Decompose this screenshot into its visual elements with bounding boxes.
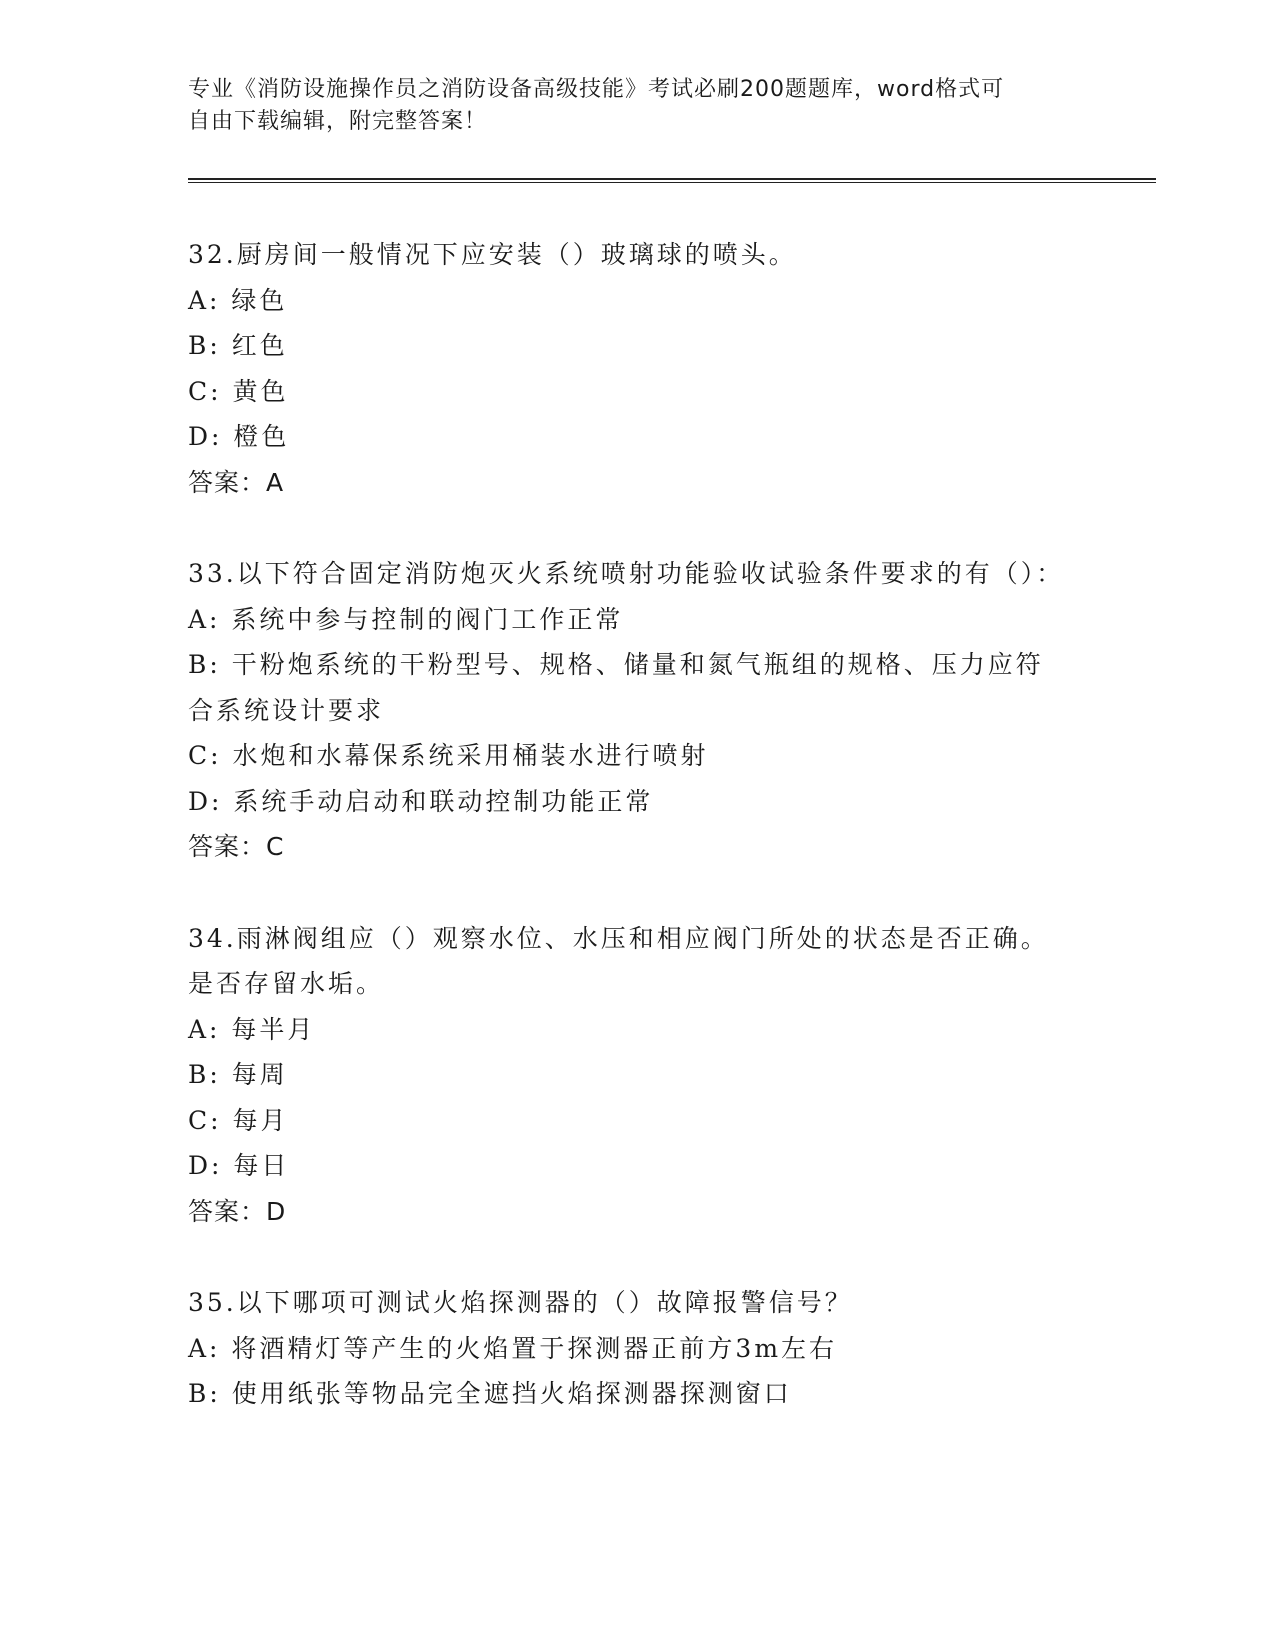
option-c: C: 每月 (188, 1105, 289, 1135)
option-a: A: 系统中参与控制的阀门工作正常 (188, 604, 624, 634)
answer-line: 答案：A (188, 467, 285, 497)
question-stem: 35.以下哪项可测试火焰探测器的（）故障报警信号？ (188, 1288, 853, 1317)
document-header (188, 74, 1068, 138)
header-divider (188, 178, 1156, 183)
header-line-1: 专业《消防设施操作员之消防设备高级技能》考试必刷200题题库，word格式可 (188, 77, 1005, 102)
question-34 (188, 916, 1068, 1235)
question-list (188, 232, 1068, 1463)
question-32 (188, 232, 1068, 505)
option-b: B: 红色 (188, 331, 288, 360)
option-c: C: 水炮和水幕保系统采用桶装水进行喷射 (188, 741, 709, 770)
option-b: B: 干粉炮系统的干粉型号、规格、储量和氮气瓶组的规格、压力应符合系统设计要求 (188, 650, 1044, 725)
option-a: A: 将酒精灯等产生的火焰置于探测器正前方3m左右 (188, 1333, 838, 1363)
answer-line: 答案：C (188, 832, 285, 861)
question-stem: 34.雨淋阀组应（）观察水位、水压和相应阀门所处的状态是否正确。是否存留水垢。 (188, 923, 1049, 998)
question-35 (188, 1280, 1068, 1417)
option-a: A: 每半月 (188, 1014, 316, 1044)
option-a: A: 绿色 (188, 285, 288, 315)
header-line-2: 自由下载编辑，附完整答案！ (188, 109, 488, 134)
answer-line: 答案：D (188, 1196, 287, 1226)
question-33 (188, 551, 1068, 870)
option-d: D: 橙色 (188, 422, 290, 451)
option-d: D: 每日 (188, 1151, 290, 1180)
question-stem: 33.以下符合固定消防炮灭火系统喷射功能验收试验条件要求的有（）： (188, 559, 1065, 588)
option-b: B: 每周 (188, 1060, 288, 1089)
option-b: B: 使用纸张等物品完全遮挡火焰探测器探测窗口 (188, 1379, 792, 1408)
option-d: D: 系统手动启动和联动控制功能正常 (188, 786, 654, 816)
question-stem: 32.厨房间一般情况下应安装（）玻璃球的喷头。 (188, 240, 797, 269)
option-c: C: 黄色 (188, 376, 289, 406)
